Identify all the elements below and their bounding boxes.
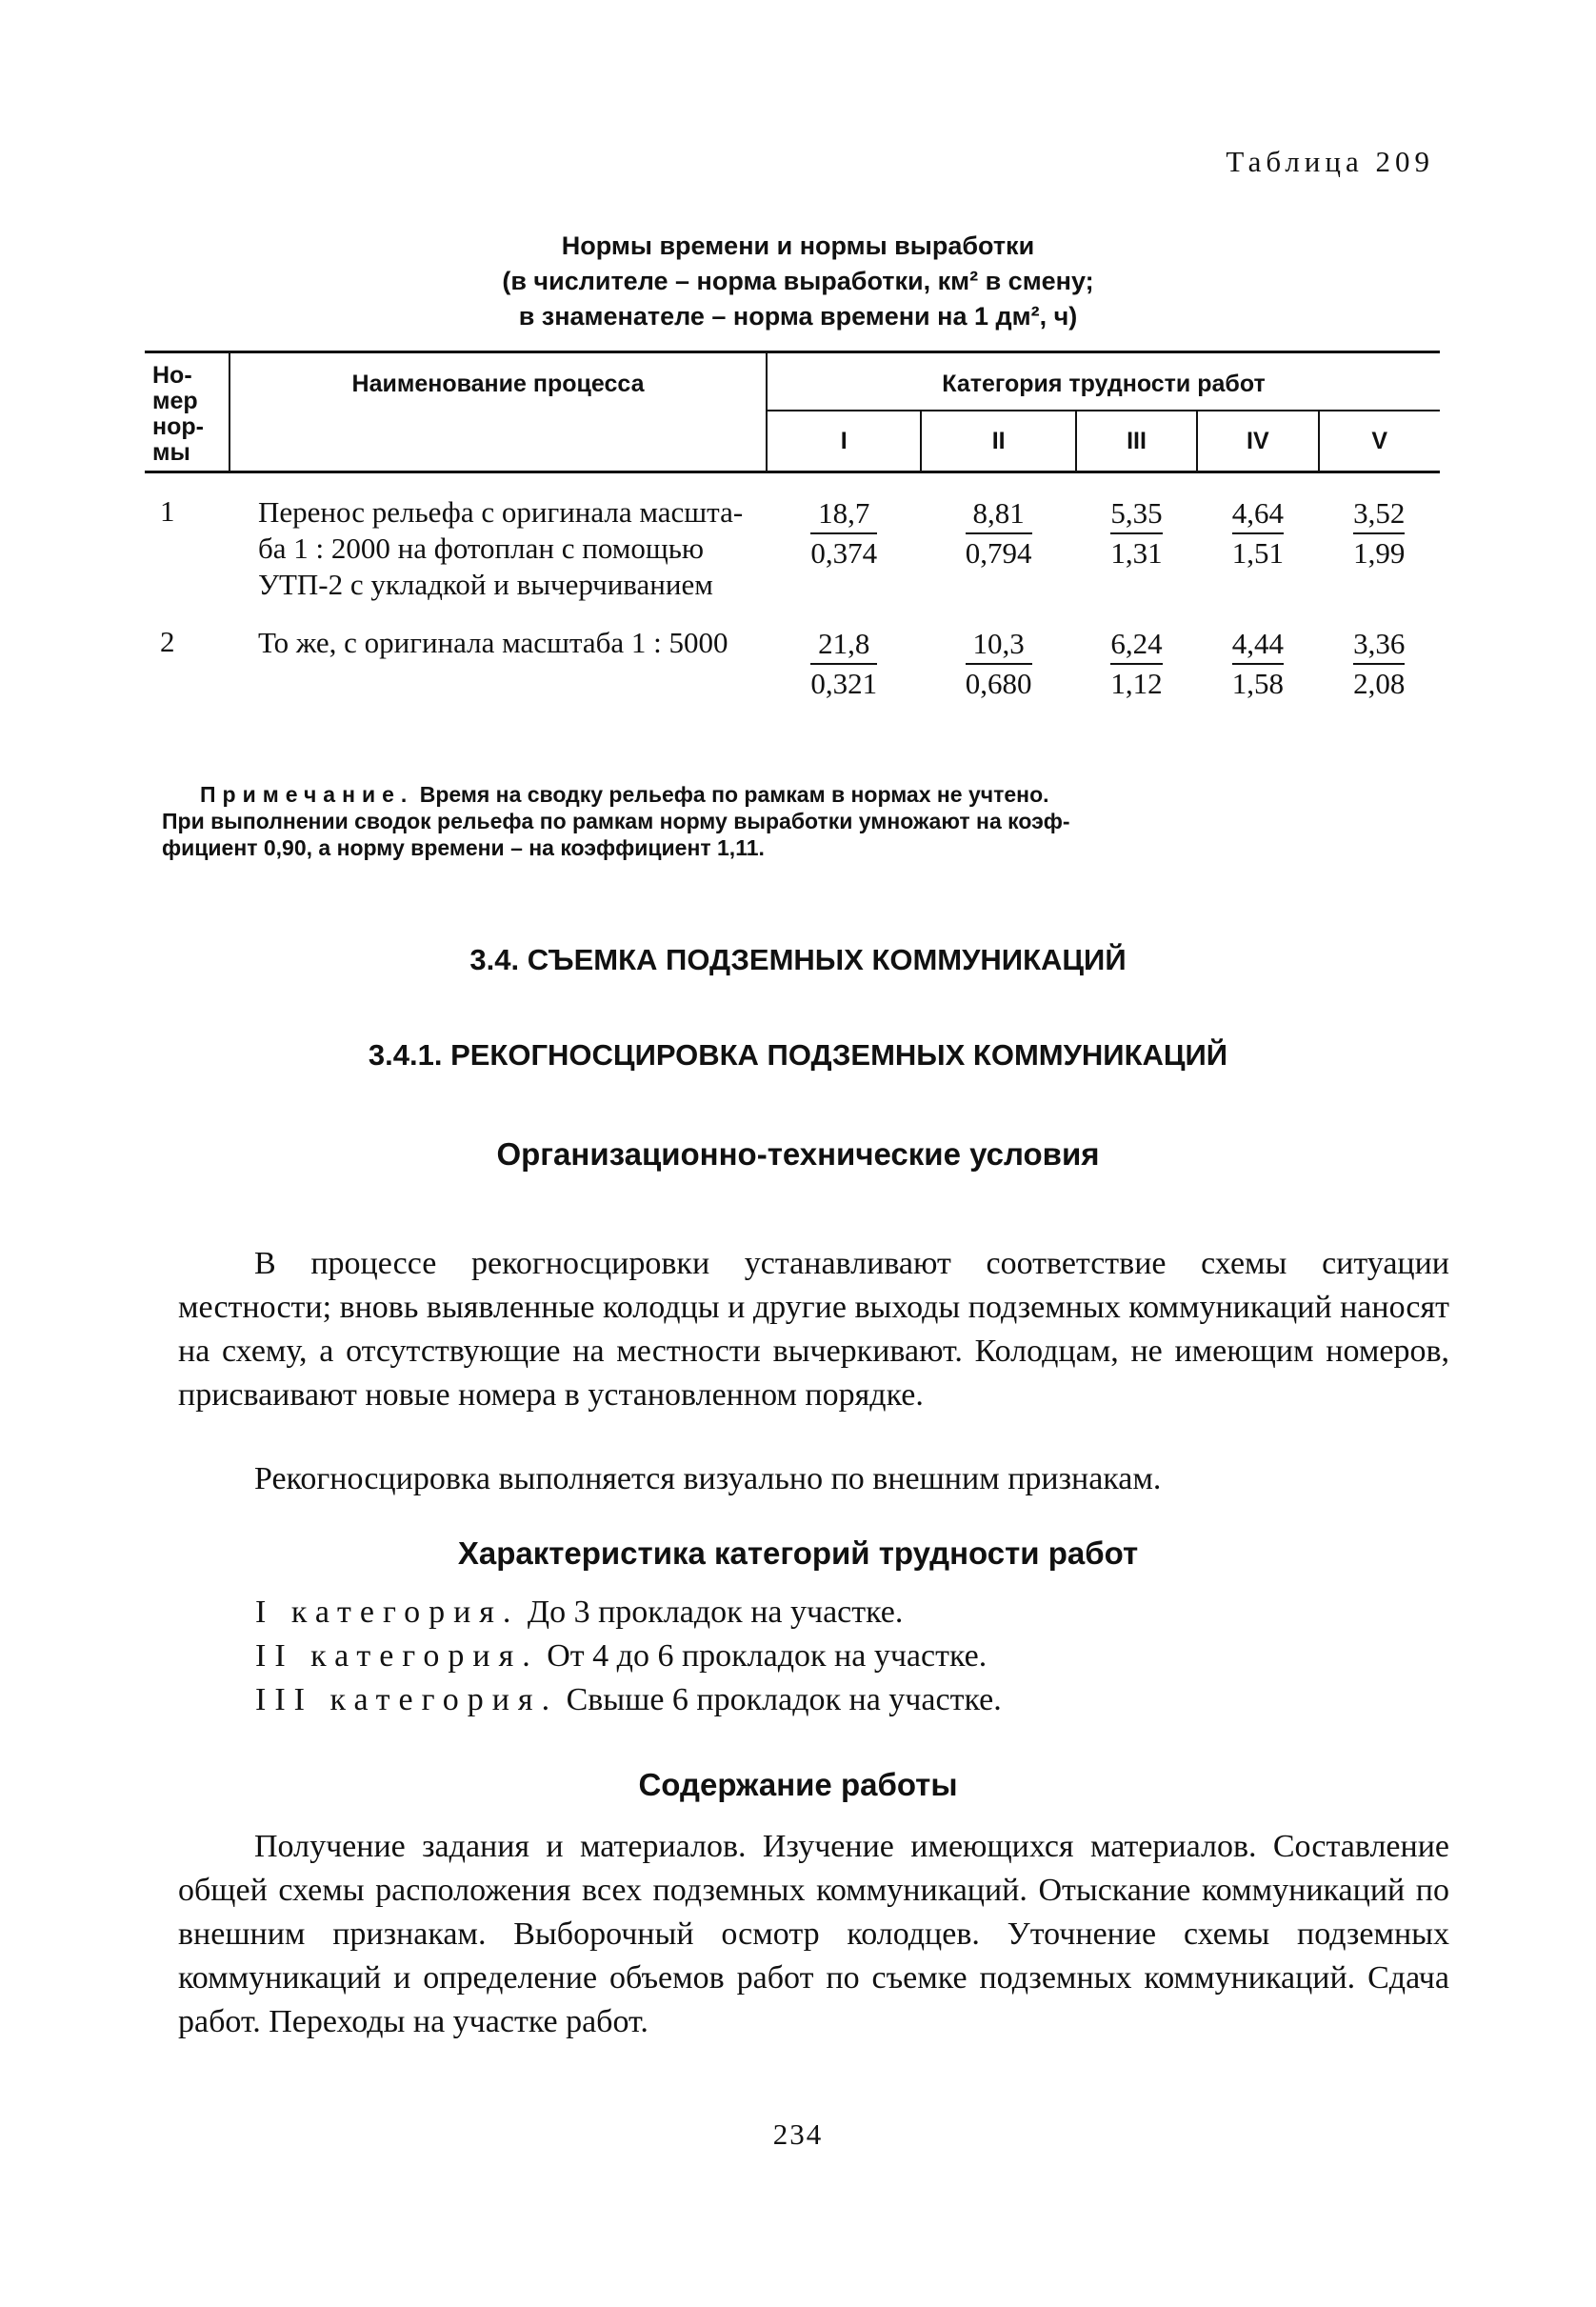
note-line-3: фициент 0,90, а норму времени – на коэффициент 1,11. [162,835,765,860]
list-item [255,1591,1002,1635]
category-label: I категория. [255,1595,520,1630]
category-label: III категория. [255,1682,559,1717]
value-denominator: 1,31 [1110,536,1163,570]
value-denominator: 1,58 [1231,667,1284,700]
table-caption [0,229,1596,334]
paragraph-work-content: Получение задания и материалов. Изучение имеющихся материалов. Составление общей схемы расположения всех подземных коммуникаций. Отыскание коммуникаций по внешним признакам. Выборочный осмотр колодцев. Уточнение схемы подземных коммуникаций и определение объемов работ по съемке подземных коммуникаций. Сдача работ. Переходы на участке работ. [178,1829,1449,2039]
value-numerator: 18,7 [810,494,877,534]
row-value [1076,472,1197,605]
header-number-l3: нор- [152,413,204,440]
note-line-2: При выполнении сводок рельефа по рамкам норму выработки умножают на коэф- [162,809,1070,833]
section-heading: 3.4. СЪЕМКА ПОДЗЕМНЫХ КОММУНИКАЦИЙ [469,943,1127,976]
value-denominator: 0,374 [810,536,878,570]
caption-line-2: (в числителе – норма выработки, км² в смену; [502,267,1094,295]
header-cat-3: III [1076,411,1197,472]
table-note [162,781,1438,861]
value-numerator: 4,44 [1232,625,1284,665]
category-text: От 4 до 6 прокладок на участке. [547,1638,988,1674]
value-numerator: 8,81 [966,494,1032,534]
header-process-name: Наименование процесса [229,352,767,472]
page-number: 234 [772,2117,824,2151]
header-cat-1: I [767,411,921,472]
header-category: Категория трудности работ [767,352,1440,411]
value-denominator: 1,12 [1110,667,1163,700]
value-numerator: 5,35 [1110,494,1162,534]
row-value [767,472,921,605]
note-lead: Примечание. [200,782,414,807]
row-value [1076,604,1197,704]
category-label: II категория. [255,1638,539,1674]
caption-line-1: Нормы времени и нормы выработки [561,231,1035,260]
row-value [1319,604,1440,704]
row-process-name: То же, с оригинала масштаба 1 : 5000 [258,626,728,659]
category-text: До 3 прокладок на участке. [527,1595,904,1630]
table-row [145,604,1440,704]
row-value [921,472,1075,605]
paragraph-reconnaissance: В процессе рекогносцировки устанавливают соответствие схемы ситуации местности; вновь выявленные колодцы и другие выходы подземных коммуникаций наносят на схему, а отсутствующие на местности вычеркивают. Колодцам, не имеющим номеров, присваивают новые номера в установленном порядке. [178,1246,1449,1413]
header-number-l1: Но- [152,362,192,389]
value-numerator: 21,8 [810,625,877,665]
table-row [145,472,1440,605]
paragraph-visual: Рекогносцировка выполняется визуально по внешним признакам. [254,1461,1162,1496]
value-denominator: 2,08 [1353,667,1406,700]
category-text: Свыше 6 прокладок на участке. [566,1682,1002,1717]
value-numerator: 3,36 [1353,625,1405,665]
work-heading: Содержание работы [638,1767,958,1802]
value-numerator: 3,52 [1353,494,1405,534]
row-number: 1 [160,494,175,528]
value-denominator: 1,51 [1231,536,1284,570]
table-label: Таблица 209 [1226,145,1434,178]
value-numerator: 6,24 [1110,625,1162,665]
header-number [145,352,229,472]
header-cat-4: IV [1197,411,1318,472]
subsection-heading: 3.4.1. РЕКОГНОСЦИРОВКА ПОДЗЕМНЫХ КОММУНИКАЦИЙ [368,1038,1228,1072]
categories-list [255,1591,1002,1722]
row-number: 2 [160,625,175,658]
list-item [255,1678,1002,1722]
value-denominator: 0,794 [965,536,1032,570]
table-header-row [145,352,1440,411]
header-number-l2: мер [152,388,198,414]
row-value [1197,604,1318,704]
header-cat-2: II [921,411,1075,472]
value-numerator: 10,3 [966,625,1032,665]
categories-heading: Характеристика категорий трудности работ [457,1535,1139,1571]
row-process-name: Перенос рельефа с оригинала масшта-ба 1 : 2000 на фотоплан с помощью УТП-2 с укладкой и вычерчиванием [258,495,744,601]
row-value [767,604,921,704]
header-number-l4: мы [152,439,190,466]
caption-line-3: в знаменателе – норма времени на 1 дм², ч) [518,302,1078,331]
value-denominator: 0,680 [965,667,1032,700]
header-cat-5: V [1319,411,1440,472]
value-denominator: 0,321 [810,667,878,700]
value-denominator: 1,99 [1353,536,1406,570]
list-item [255,1635,1002,1678]
value-numerator: 4,64 [1232,494,1284,534]
conditions-heading: Организационно-технические условия [496,1136,1100,1172]
norms-table [145,351,1440,704]
row-value [1197,472,1318,605]
note-line-1: Время на сводку рельефа по рамкам в нормах не учтено. [419,782,1049,807]
row-value [921,604,1075,704]
row-value [1319,472,1440,605]
